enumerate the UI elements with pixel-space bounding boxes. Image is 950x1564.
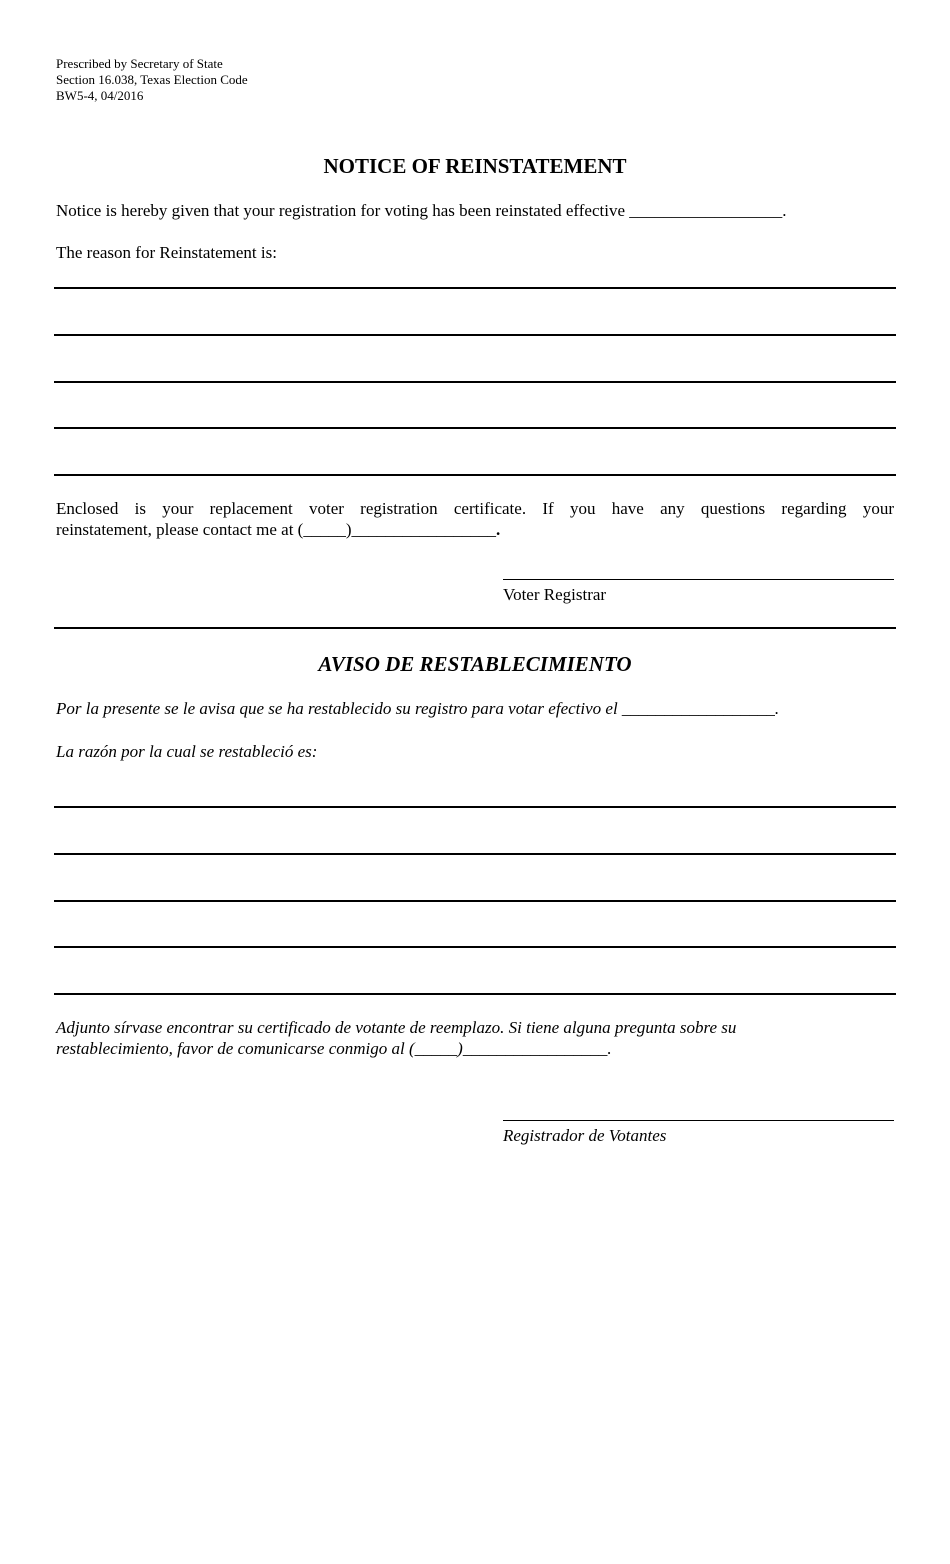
spanish-reason-line-2[interactable] xyxy=(54,853,896,855)
spanish-notice-text: Por la presente se le avisa que se ha restablecido su registro para votar efectivo el __________________. xyxy=(56,699,780,718)
english-reason-label: The reason for Reinstatement is: xyxy=(56,243,277,262)
spanish-reason-label: La razón por la cual se restableció es: xyxy=(56,742,318,761)
spanish-signature-label: Registrador de Votantes xyxy=(503,1126,667,1145)
english-reason-line-1[interactable] xyxy=(54,287,896,289)
spanish-enclosed-line-2: restablecimiento, favor de comunicarse conmigo al (_____)_________________. xyxy=(56,1039,612,1058)
english-reason-line-2[interactable] xyxy=(54,334,896,336)
header-section: Section 16.038, Texas Election Code xyxy=(56,72,248,87)
spanish-enclosed-line-1: Adjunto sírvase encontrar su certificado de votante de reemplazo. Si tiene alguna pregunta sobre su xyxy=(56,1018,737,1037)
section-divider xyxy=(54,627,896,629)
spanish-reason-line-3[interactable] xyxy=(54,900,896,902)
english-title: NOTICE OF REINSTATEMENT xyxy=(323,154,627,178)
english-reason-line-5[interactable] xyxy=(54,474,896,476)
english-reason-line-4[interactable] xyxy=(54,427,896,429)
english-reason-line-3[interactable] xyxy=(54,381,896,383)
spanish-reason-line-5[interactable] xyxy=(54,993,896,995)
spanish-enclosed-paragraph xyxy=(56,1017,736,1059)
english-signature-label: Voter Registrar xyxy=(503,585,607,604)
spanish-reason-line-4[interactable] xyxy=(54,946,896,948)
english-notice-text: Notice is hereby given that your registration for voting has been reinstated effective __________________. xyxy=(56,201,787,220)
english-enclosed-line-2 xyxy=(56,519,894,540)
english-enclosed-line-1: Enclosed is your replacement voter registration certificate. If you have any questions regarding your xyxy=(56,499,894,518)
english-enclosed-paragraph xyxy=(56,498,894,540)
spanish-title: AVISO DE RESTABLECIMIENTO xyxy=(318,652,632,676)
english-enclosed-line-2-period: . xyxy=(496,520,501,539)
header-form-number: BW5-4, 04/2016 xyxy=(56,88,144,103)
spanish-signature-line[interactable] xyxy=(503,1120,894,1121)
english-signature-line[interactable] xyxy=(503,579,894,580)
spanish-reason-line-1[interactable] xyxy=(54,806,896,808)
english-enclosed-line-2-text: reinstatement, please contact me at (_____)_________________ xyxy=(56,520,496,539)
header-prescribed: Prescribed by Secretary of State xyxy=(56,56,223,71)
